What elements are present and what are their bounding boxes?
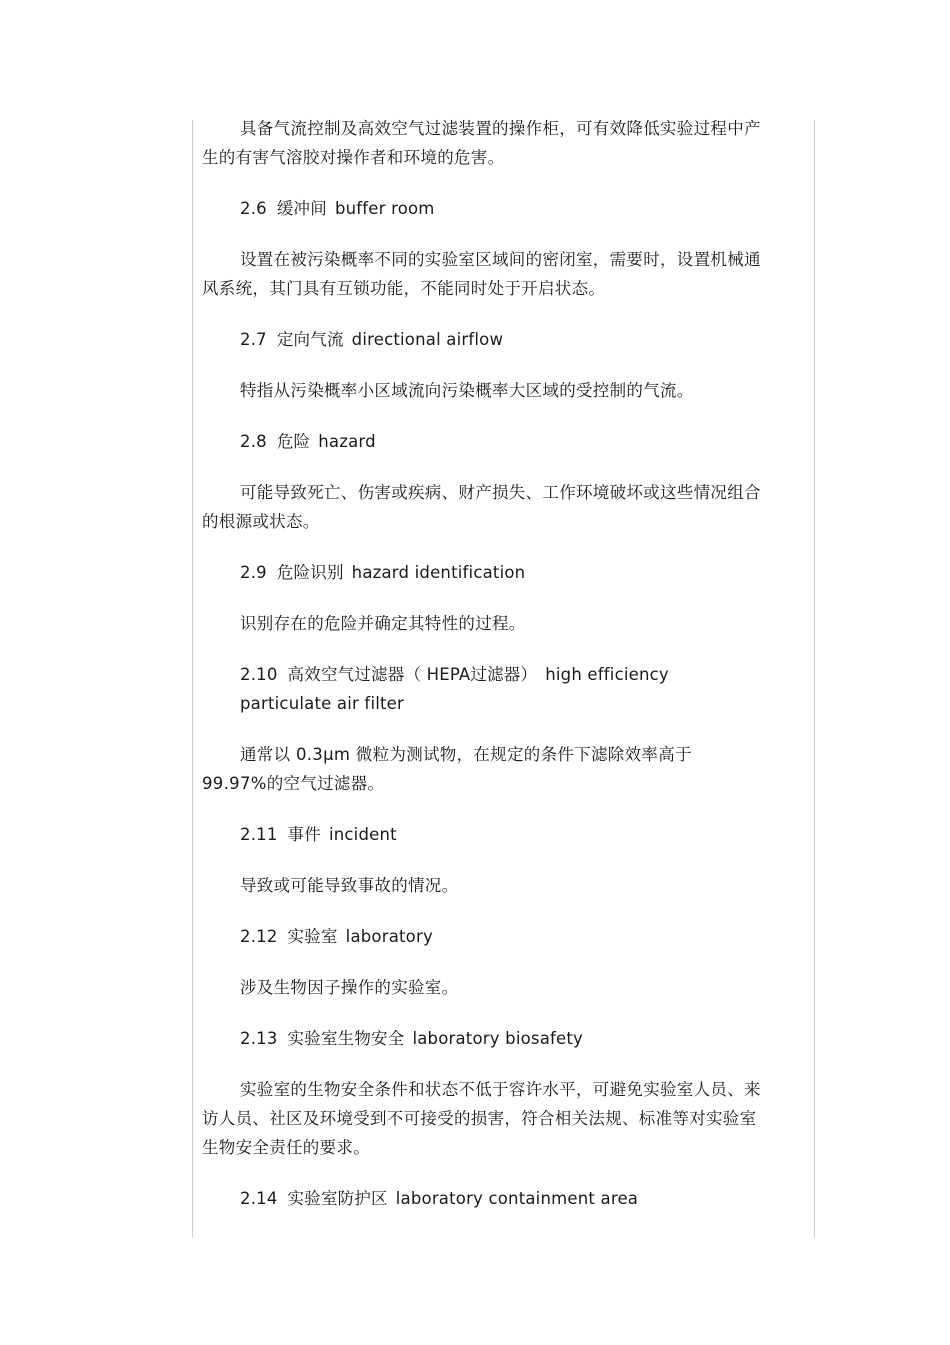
term-number: 2.12 <box>240 927 278 946</box>
term-number: 2.14 <box>240 1189 278 1208</box>
term-heading-2-9 <box>202 558 762 587</box>
term-chinese: 实验室生物安全 <box>287 1029 405 1048</box>
term-number: 2.13 <box>240 1029 278 1048</box>
term-english: hazard <box>318 432 376 451</box>
term-heading-2-11 <box>202 820 762 849</box>
term-heading-2-6 <box>202 194 762 223</box>
term-chinese: 实验室 <box>287 927 338 946</box>
term-number: 2.11 <box>240 825 278 844</box>
term-chinese: 实验室防护区 <box>287 1189 388 1208</box>
right-margin-rule <box>814 120 815 1238</box>
term-chinese: 危险 <box>276 432 311 451</box>
term-chinese: 定向气流 <box>276 330 344 349</box>
term-chinese: 事件 <box>287 825 321 844</box>
term-english: high efficiency particulate air filter <box>240 665 669 713</box>
term-english: incident <box>328 825 397 844</box>
term-english: directional airflow <box>351 330 504 349</box>
term-number: 2.8 <box>240 432 267 451</box>
term-number: 2.6 <box>240 199 267 218</box>
term-definition-2-6: 设置在被污染概率不同的实验室区域间的密闭室，需要时，设置机械通风系统，其门具有互锁功能，不能同时处于开启状态。 <box>202 250 761 298</box>
term-english: laboratory containment area <box>395 1189 639 1208</box>
term-definition-2-13: 实验室的生物安全条件和状态不低于容许水平，可避免实验室人员、来访人员、社区及环境受到不可接受的损害，符合相关法规、标准等对实验室生物安全责任的要求。 <box>202 1080 761 1157</box>
term-heading-2-8 <box>202 427 762 456</box>
term-definition-2-7: 特指从污染概率小区域流向污染概率大区域的受控制的气流。 <box>240 381 694 400</box>
term-chinese: 危险识别 <box>276 563 344 582</box>
document-body <box>202 114 762 1213</box>
term-english: buffer room <box>334 199 435 218</box>
term-definition-2-8: 可能导致死亡、伤害或疾病、财产损失、工作环境破坏或这些情况组合的根源或状态。 <box>202 483 761 531</box>
term-heading-2-12 <box>202 922 762 951</box>
left-margin-rule <box>192 120 193 1238</box>
intro-paragraph: 具备气流控制及高效空气过滤装置的操作柜，可有效降低实验过程中产生的有害气溶胶对操作者和环境的危害。 <box>202 119 761 167</box>
term-number: 2.10 <box>240 665 278 684</box>
term-definition-2-10: 通常以 0.3μm 微粒为测试物，在规定的条件下滤除效率高于 99.97%的空气过滤器。 <box>202 745 692 793</box>
term-number: 2.9 <box>240 563 267 582</box>
term-definition-2-9: 识别存在的危险并确定其特性的过程。 <box>240 614 526 633</box>
term-english: hazard identification <box>351 563 526 582</box>
term-english: laboratory biosafety <box>412 1029 584 1048</box>
term-chinese: 缓冲间 <box>276 199 327 218</box>
term-definition-2-12: 涉及生物因子操作的实验室。 <box>240 978 459 997</box>
term-heading-2-14 <box>202 1184 762 1213</box>
term-heading-2-10 <box>202 660 762 718</box>
term-number: 2.7 <box>240 330 267 349</box>
term-definition-2-11: 导致或可能导致事故的情况。 <box>240 876 459 895</box>
term-heading-2-7 <box>202 325 762 354</box>
term-chinese: 高效空气过滤器（ HEPA过滤器） <box>287 665 538 684</box>
term-english: laboratory <box>345 927 433 946</box>
term-heading-2-13 <box>202 1024 762 1053</box>
